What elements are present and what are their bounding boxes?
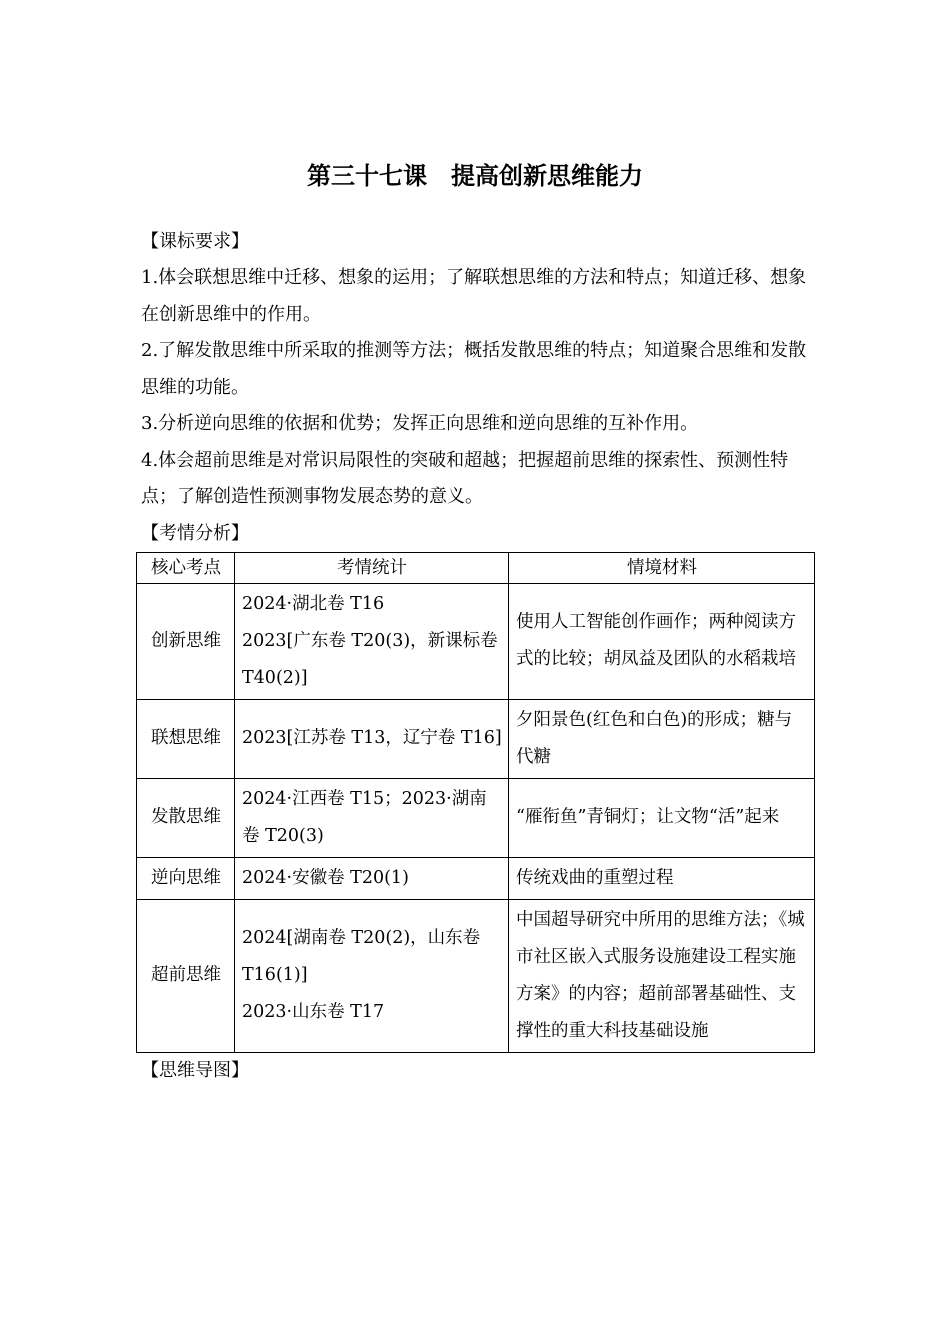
exam-stat-line: 2024·安徽卷 T20(1) — [242, 867, 409, 888]
exam-stat-line: 2024·江西卷 T15；2023·湖南卷 T20(3) — [242, 788, 487, 846]
table-row — [137, 899, 815, 1052]
exam-stats-cell — [235, 899, 509, 1052]
exam-stat-line: 2024·湖北卷 T16 — [242, 593, 385, 614]
page-title: 第三十七课 提高创新思维能力 — [307, 162, 643, 190]
core-point-cell: 逆向思维 — [137, 857, 235, 899]
table-header-row — [137, 552, 815, 583]
mindmap-heading: 【思维导图】 — [141, 1059, 249, 1081]
exam-stats-cell — [235, 857, 509, 899]
column-header: 情境材料 — [509, 552, 815, 583]
curriculum-item: 3.分析逆向思维的依据和优势；发挥正向思维和逆向思维的互补作用。 — [141, 413, 699, 434]
context-material-cell: 中国超导研究中所用的思维方法；《城市社区嵌入式服务设施建设工程实施方案》的内容；超前部署基础性、支撑性的重大科技基础设施 — [509, 899, 815, 1052]
exam-stat-line: 2023·山东卷 T17 — [242, 1002, 385, 1022]
analysis-heading: 【考情分析】 — [141, 522, 249, 544]
exam-stat-line: 2023[江苏卷 T13，辽宁卷 T16] — [242, 728, 502, 748]
column-header: 考情统计 — [235, 552, 509, 583]
core-point-cell: 创新思维 — [137, 583, 235, 699]
context-material-cell: 传统戏曲的重塑过程 — [509, 857, 815, 899]
exam-stats-cell — [235, 778, 509, 857]
context-material-cell: 使用人工智能创作画作；两种阅读方式的比较；胡凤益及团队的水稻栽培 — [509, 583, 815, 699]
exam-stat-line: 2024[湖南卷 T20(2)，山东卷 T16(1)] — [242, 928, 481, 985]
table-row — [137, 778, 815, 857]
curriculum-heading: 【课标要求】 — [141, 231, 249, 252]
exam-stats-cell — [235, 699, 509, 778]
table-row — [137, 583, 815, 699]
context-material-cell: “雁衔鱼”青铜灯；让文物“活”起来 — [509, 778, 815, 857]
table-row — [137, 699, 815, 778]
document-content — [141, 224, 817, 1089]
curriculum-item: 4.体会超前思维是对常识局限性的突破和超越；把握超前思维的探索性、预测性特点；了解创造性预测事物发展态势的意义。 — [141, 449, 789, 507]
context-material-cell: 夕阳景色(红色和白色)的形成；糖与代糖 — [509, 699, 815, 778]
core-point-cell: 超前思维 — [137, 899, 235, 1052]
core-point-cell: 发散思维 — [137, 778, 235, 857]
table-row — [137, 857, 815, 899]
exam-stat-line: 2023[广东卷 T20(3)，新课标卷 T40(2)] — [242, 630, 498, 688]
core-point-cell: 联想思维 — [137, 699, 235, 778]
curriculum-item: 2.了解发散思维中所采取的推测等方法；概括发散思维的特点；知道聚合思维和发散思维的功能。 — [141, 340, 807, 398]
curriculum-item: 1.体会联想思维中迁移、想象的运用；了解联想思维的方法和特点；知道迁移、想象在创新思维中的作用。 — [141, 267, 807, 325]
exam-stats-cell — [235, 583, 509, 699]
exam-analysis-table — [136, 552, 815, 1053]
column-header: 核心考点 — [137, 552, 235, 583]
